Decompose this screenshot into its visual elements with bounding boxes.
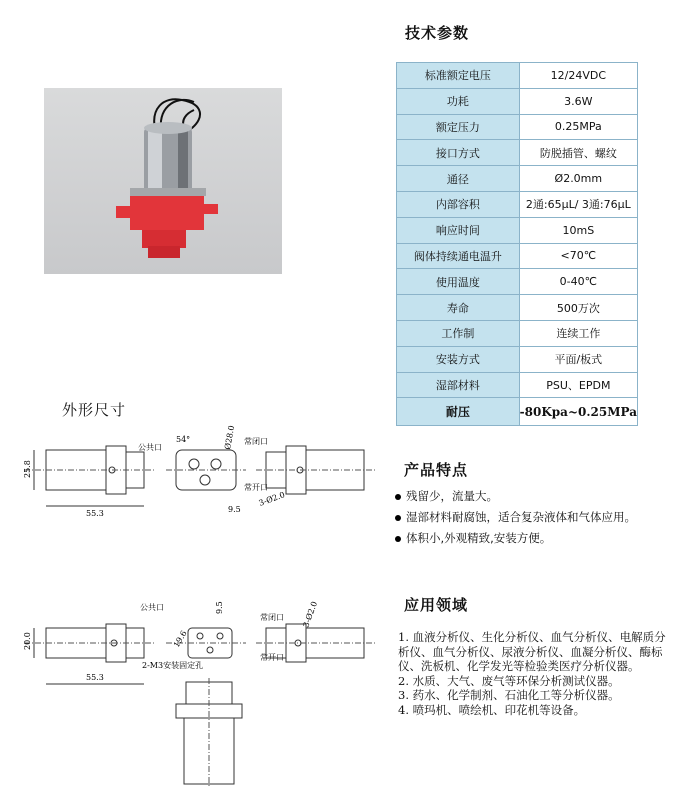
- list-item: 1. 血液分析仪、生化分析仪、血气分析仪、电解质分析仪、血气分析仪、尿液分析仪、血凝分析仪、酶标仪、洗板机、化学发光等检验类医疗分析仪器。: [398, 630, 666, 674]
- feature-list: [395, 486, 675, 549]
- label-no-2: 常开口: [260, 653, 284, 662]
- list-item: [395, 507, 675, 528]
- label-no-1: 常开口: [244, 483, 268, 492]
- spec-value: 0.25MPa: [519, 114, 637, 140]
- dimension-drawing-top: [16, 420, 386, 530]
- list-item: 2. 水质、大气、废气等环保分析测试仪器。: [398, 673, 620, 688]
- outline-dims-heading: 外形尺寸: [62, 401, 127, 419]
- dim-angle-1: 54°: [176, 435, 191, 444]
- label-common-2: 公共口: [140, 603, 164, 612]
- application-list: [398, 630, 666, 718]
- spec-key: 额定压力: [397, 114, 520, 140]
- table-row: [397, 140, 638, 166]
- spec-value: 10mS: [519, 217, 637, 243]
- table-row: [397, 269, 638, 295]
- dim-small-1: 9.5: [228, 505, 241, 514]
- dim-side-2: 19.6: [171, 629, 189, 649]
- feature-text: 体积小,外观精致,安装方便。: [406, 531, 552, 545]
- spec-key: 工作制: [397, 320, 520, 346]
- spec-value: 平面/板式: [519, 346, 637, 372]
- spec-key: 功耗: [397, 88, 520, 114]
- bullet-icon: [395, 536, 401, 542]
- spec-value: 防脱插管、螺纹: [519, 140, 637, 166]
- spec-value: 3.6W: [519, 88, 637, 114]
- spec-key: 安装方式: [397, 346, 520, 372]
- dim-port-1: 3-Ø2.0: [257, 490, 287, 508]
- table-row: [397, 191, 638, 217]
- spec-value: 0-40℃: [519, 269, 637, 295]
- table-row: [397, 372, 638, 398]
- spec-key: 响应时间: [397, 217, 520, 243]
- spec-key: 湿部材料: [397, 372, 520, 398]
- spec-key: 内部容积: [397, 191, 520, 217]
- label-nc-1: 常闭口: [244, 437, 268, 446]
- spec-key: 接口方式: [397, 140, 520, 166]
- dim-dia-1: Ø28.0: [223, 424, 237, 451]
- label-mount-2: 2-M3安装固定孔: [142, 661, 204, 670]
- table-row: [397, 63, 638, 89]
- label-common-1: 公共口: [138, 443, 162, 452]
- spec-table: [396, 62, 638, 426]
- table-row: [397, 295, 638, 321]
- feature-text: 残留少，流量大。: [406, 489, 498, 503]
- table-row: [397, 166, 638, 192]
- list-item: 4. 喷玛机、喷绘机、印花机等设备。: [398, 702, 586, 717]
- list-item: [395, 528, 675, 549]
- table-row: [397, 346, 638, 372]
- spec-key: 通径: [397, 166, 520, 192]
- spec-key: 标准额定电压: [397, 63, 520, 89]
- spec-key: 使用温度: [397, 269, 520, 295]
- dim-length-2: 55.3: [86, 673, 104, 682]
- table-row: [397, 320, 638, 346]
- table-row: [397, 243, 638, 269]
- spec-value: <70℃: [519, 243, 637, 269]
- bullet-icon: [395, 515, 401, 521]
- dimension-drawing-bottom: [16, 588, 386, 788]
- dim-port-2: 3-Ø2.0: [301, 600, 320, 629]
- spec-key: 寿命: [397, 295, 520, 321]
- spec-value: 2通:65μL/ 3通:76μL: [519, 191, 637, 217]
- spec-key: 阀体持续通电温升: [397, 243, 520, 269]
- table-row: [397, 398, 638, 426]
- spec-key: 耐压: [397, 398, 520, 426]
- table-row: [397, 217, 638, 243]
- dim-width-2: 9.5: [215, 601, 224, 614]
- dim-length-1: 55.3: [86, 509, 104, 518]
- feature-text: 湿部材料耐腐蚀，适合复杂液体和气体应用。: [406, 510, 636, 524]
- spec-value: 连续工作: [519, 320, 637, 346]
- spec-value: -80Kpa~0.25MPa: [519, 398, 637, 426]
- list-item: [395, 486, 675, 507]
- applications-heading: 应用领域: [404, 596, 469, 614]
- tech-params-heading: 技术参数: [405, 24, 470, 42]
- product-photo: [44, 88, 282, 274]
- table-row: [397, 114, 638, 140]
- spec-value: 12/24VDC: [519, 63, 637, 89]
- list-item: 3. 药水、化学制剂、石油化工等分析仪器。: [398, 688, 620, 703]
- table-row: [397, 88, 638, 114]
- features-heading: 产品特点: [404, 461, 469, 479]
- label-nc-2: 常闭口: [260, 613, 284, 622]
- dim-height-2: 20.0: [23, 632, 32, 650]
- spec-value: PSU、EPDM: [519, 372, 637, 398]
- bullet-icon: [395, 494, 401, 500]
- dim-height-1: 25.8: [23, 460, 32, 478]
- spec-value: 500万次: [519, 295, 637, 321]
- spec-value: Ø2.0mm: [519, 166, 637, 192]
